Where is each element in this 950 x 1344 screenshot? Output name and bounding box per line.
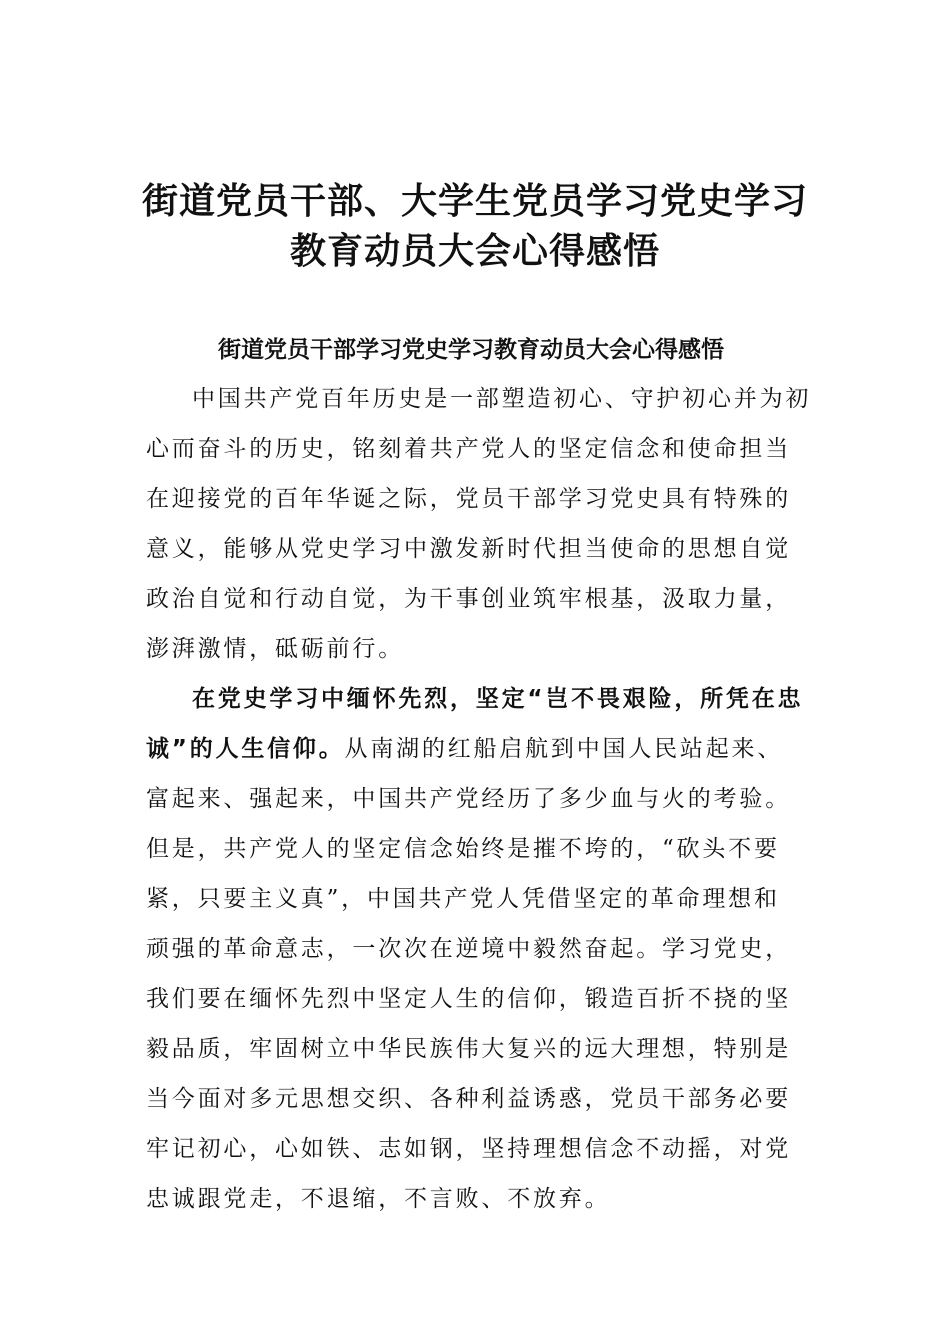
document-title-line-1: 街道党员干部、大学生党员学习党史学习 xyxy=(141,181,808,222)
paragraph-line xyxy=(146,724,806,774)
paragraph-line: 顽强的革命意志，一次次在逆境中毅然奋起。学习党史， xyxy=(146,936,791,962)
paragraph-line: 牢记初心，心如铁、志如钢，坚持理想信念不动摇，对党 xyxy=(146,1136,791,1162)
paragraph-line: 心而奋斗的历史，铭刻着共产党人的坚定信念和使命担当 xyxy=(146,436,791,462)
paragraph-line: 紧，只要主义真”，中国共产党人凭借坚定的革命理想和 xyxy=(146,886,780,912)
paragraph-line: 毅品质，牢固树立中华民族伟大复兴的远大理想，特别是 xyxy=(146,1036,791,1062)
paragraph-line: 意义，能够从党史学习中激发新时代担当使命的思想自觉 xyxy=(146,536,791,562)
paragraph-line: 当今面对多元思想交织、各种利益诱惑，党员干部务必要 xyxy=(146,1086,791,1112)
paragraph-heading-line: 在党史学习中缅怀先烈，坚定“岂不畏艰险，所凭在忠 xyxy=(192,686,804,712)
paragraph-line: 忠诚跟党走，不退缩，不言败、不放弃。 xyxy=(146,1186,611,1212)
paragraph-line: 但是，共产党人的坚定信念始终是摧不垮的，“砍头不要 xyxy=(146,836,780,862)
document-title-line-2: 教育动员大会心得感悟 xyxy=(289,231,660,272)
section-subtitle: 街道党员干部学习党史学习教育动员大会心得感悟 xyxy=(218,337,724,363)
paragraph-line: 在迎接党的百年华诞之际，党员干部学习党史具有特殊的 xyxy=(146,486,791,512)
paragraph-heading-end: 诚”的人生信仰。 xyxy=(146,736,345,762)
paragraph-line: 中国共产党百年历史是一部塑造初心、守护初心并为初 xyxy=(192,386,812,412)
paragraph-text: 从南湖的红船启航到中国人民站起来、 xyxy=(344,736,784,762)
paragraph-line: 我们要在缅怀先烈中坚定人生的信仰，锻造百折不挠的坚 xyxy=(146,986,791,1012)
paragraph-line: 富起来、强起来，中国共产党经历了多少血与火的考验。 xyxy=(146,786,791,812)
paragraph-line: 澎湃激情，砥砺前行。 xyxy=(146,636,404,662)
paragraph-line: 政治自觉和行动自觉，为干事创业筑牢根基，汲取力量， xyxy=(146,586,791,612)
